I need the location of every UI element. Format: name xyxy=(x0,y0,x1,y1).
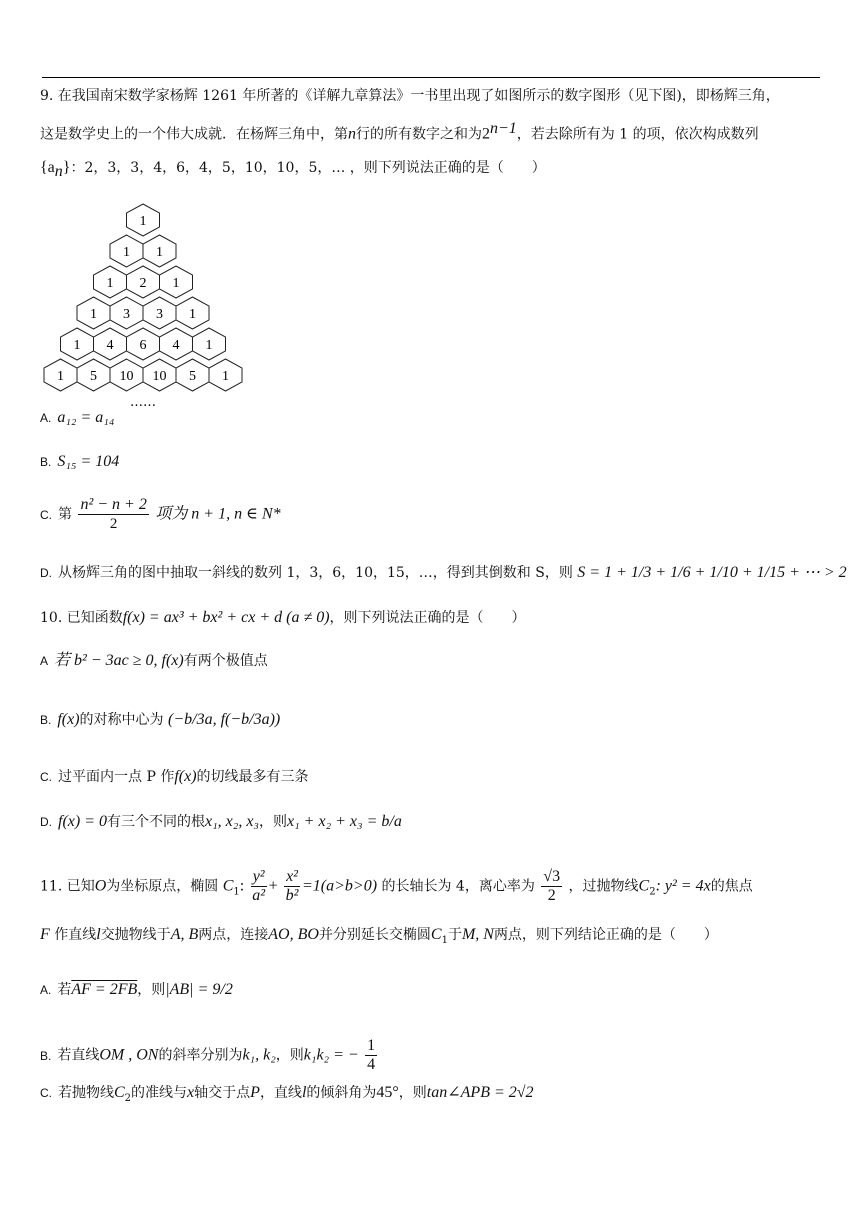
q9-option-c: C. 第 $\frac{\text{n² − n + 2}}{2}$ 项为 n + 1, n ∈ N* xyxy=(40,496,281,532)
triangle-cell-value: 1 xyxy=(139,214,147,229)
triangle-cell-value: 10 xyxy=(119,369,134,384)
triangle-cell xyxy=(193,328,226,360)
q11-line1: 11. 已知O为坐标原点，椭圆 $C_1$: $\frac{\text{y²}}{\text{a²}}$ + $\frac{\text{x²}}{\text{b²}}$ =1(a>b>0) 的长轴长为 4，离心率为 $\frac{√3}{2}$ ，过抛物线$C_2$: y² = 4x的焦点 xyxy=(40,868,753,904)
triangle-ellipsis: …… xyxy=(130,395,156,410)
triangle-cell xyxy=(209,359,242,391)
triangle-cell-value: 1 xyxy=(189,307,196,322)
triangle-cell xyxy=(110,297,143,329)
q10-stem: 10. 已知函数f(x) = ax³ + bx² + cx + d (a ≠ 0)，则下列说法正确的是（ ） xyxy=(40,609,526,626)
triangle-cell xyxy=(110,235,143,267)
triangle-cell xyxy=(44,359,77,391)
q9-c-fraction: $\frac{\text{n² − n + 2}}{2}$ xyxy=(80,496,147,532)
q9-option-d: D. 从杨辉三角的图中抽取一斜线的数列 1，3，6，10，15，…，得到其倒数和 S，则 S = 1 + 1/3 + 1/6 + 1/10 + 1/15 + ⋯ > 2 xyxy=(40,564,847,581)
triangle-cell xyxy=(94,266,127,298)
triangle-cell-value: 6 xyxy=(139,338,147,353)
triangle-cell xyxy=(143,235,176,267)
q9-line2: 这是数学史上的一个伟大成就．在杨辉三角中，第n行的所有数字之和为$2^{n-1}$，若去除所有为 1 的项，依次构成数列 xyxy=(40,120,759,143)
triangle-cell xyxy=(143,297,176,329)
triangle-cell xyxy=(127,266,160,298)
triangle-cell-value: 1 xyxy=(73,338,81,353)
triangle-cell xyxy=(160,266,193,298)
q11-option-a: A. 若AF = 2FB，则|AB| = 9/2 xyxy=(40,981,233,998)
q11-eccentricity: $\frac{√3}{2}$ xyxy=(543,868,561,904)
triangle-cell xyxy=(77,297,110,329)
yanghui-triangle-figure xyxy=(38,196,248,410)
q9-line3: $\{a_n\}$：2，3，3，4，6，4，5，10，10，5，… ，则下列说法正确的是（ ） xyxy=(40,159,546,180)
q9-option-b: B. S₁₅ = 104 xyxy=(40,453,120,470)
q11-ellipse-term2: $\frac{\text{x²}}{\text{b²}}$ xyxy=(285,868,299,904)
triangle-cell-value: 2 xyxy=(139,276,147,291)
triangle-cell xyxy=(77,359,110,391)
q11-option-b: B. 若直线OM , ON的斜率分别为k₁, k₂，则k₁k₂ = − $\frac{1}{4}$ xyxy=(40,1037,376,1073)
triangle-cell-value: 5 xyxy=(189,369,196,384)
triangle-cell xyxy=(143,359,176,391)
q11-option-c: C. 若抛物线$C_2$的准线与x轴交于点P，直线l的倾斜角为45°，则tan∠APB = 2√2 xyxy=(40,1084,534,1104)
triangle-cell-value: 5 xyxy=(90,369,97,384)
q11-ellipse-term1: $\frac{\text{y²}}{\text{a²}}$ xyxy=(252,868,266,904)
triangle-cell-value: 1 xyxy=(106,276,114,291)
triangle-cell-value: 10 xyxy=(152,369,167,384)
q10-option-a: A 若 b² − 3ac ≥ 0, f(x)有两个极值点 xyxy=(40,652,268,669)
triangle-cell xyxy=(94,328,127,360)
triangle-cell xyxy=(127,204,160,236)
triangle-cell-value: 3 xyxy=(123,307,130,322)
triangle-cell xyxy=(176,359,209,391)
q9-line1: 9. 在我国南宋数学家杨辉 1261 年所著的《详解九章算法》一书里出现了如图所示的数字图形（见下图)，即杨辉三角， xyxy=(40,88,780,104)
triangle-cell-value: 1 xyxy=(205,338,213,353)
triangle-cell-value: 1 xyxy=(222,369,229,384)
q11-b-fraction: $\frac{1}{4}$ xyxy=(367,1037,376,1073)
triangle-cell-value: 4 xyxy=(106,338,114,353)
top-rule xyxy=(42,77,820,78)
q11-line2: F 作直线l交抛物线于A, B两点，连接AO, BO并分别延长交椭圆$C_1$于M, N两点，则下列结论正确的是（ ） xyxy=(40,926,718,946)
triangle-cell-value: 1 xyxy=(57,369,64,384)
triangle-cell-value: 1 xyxy=(123,245,130,260)
triangle-cell xyxy=(61,328,94,360)
q10-option-d: D. f(x) = 0有三个不同的根x₁, x₂, x₃，则x₁ + x₂ + x₃ = b/a xyxy=(40,813,402,830)
triangle-cell-value: 1 xyxy=(156,245,163,260)
triangle-cell-value: 3 xyxy=(156,307,163,322)
triangle-cell xyxy=(110,359,143,391)
triangle-cell-value: 1 xyxy=(172,276,180,291)
triangle-cell xyxy=(176,297,209,329)
triangle-cell xyxy=(160,328,193,360)
q9-option-a: A. a₁₂ = a₁₄ xyxy=(40,409,115,426)
q10-option-c: C. 过平面内一点 P 作f(x)的切线最多有三条 xyxy=(40,768,309,785)
q10-option-b: B. f(x)的对称中心为 (−b/3a, f(−b/3a)) xyxy=(40,711,281,728)
triangle-cell-value: 1 xyxy=(90,307,97,322)
triangle-cell xyxy=(127,328,160,360)
triangle-cell-value: 4 xyxy=(172,338,180,353)
